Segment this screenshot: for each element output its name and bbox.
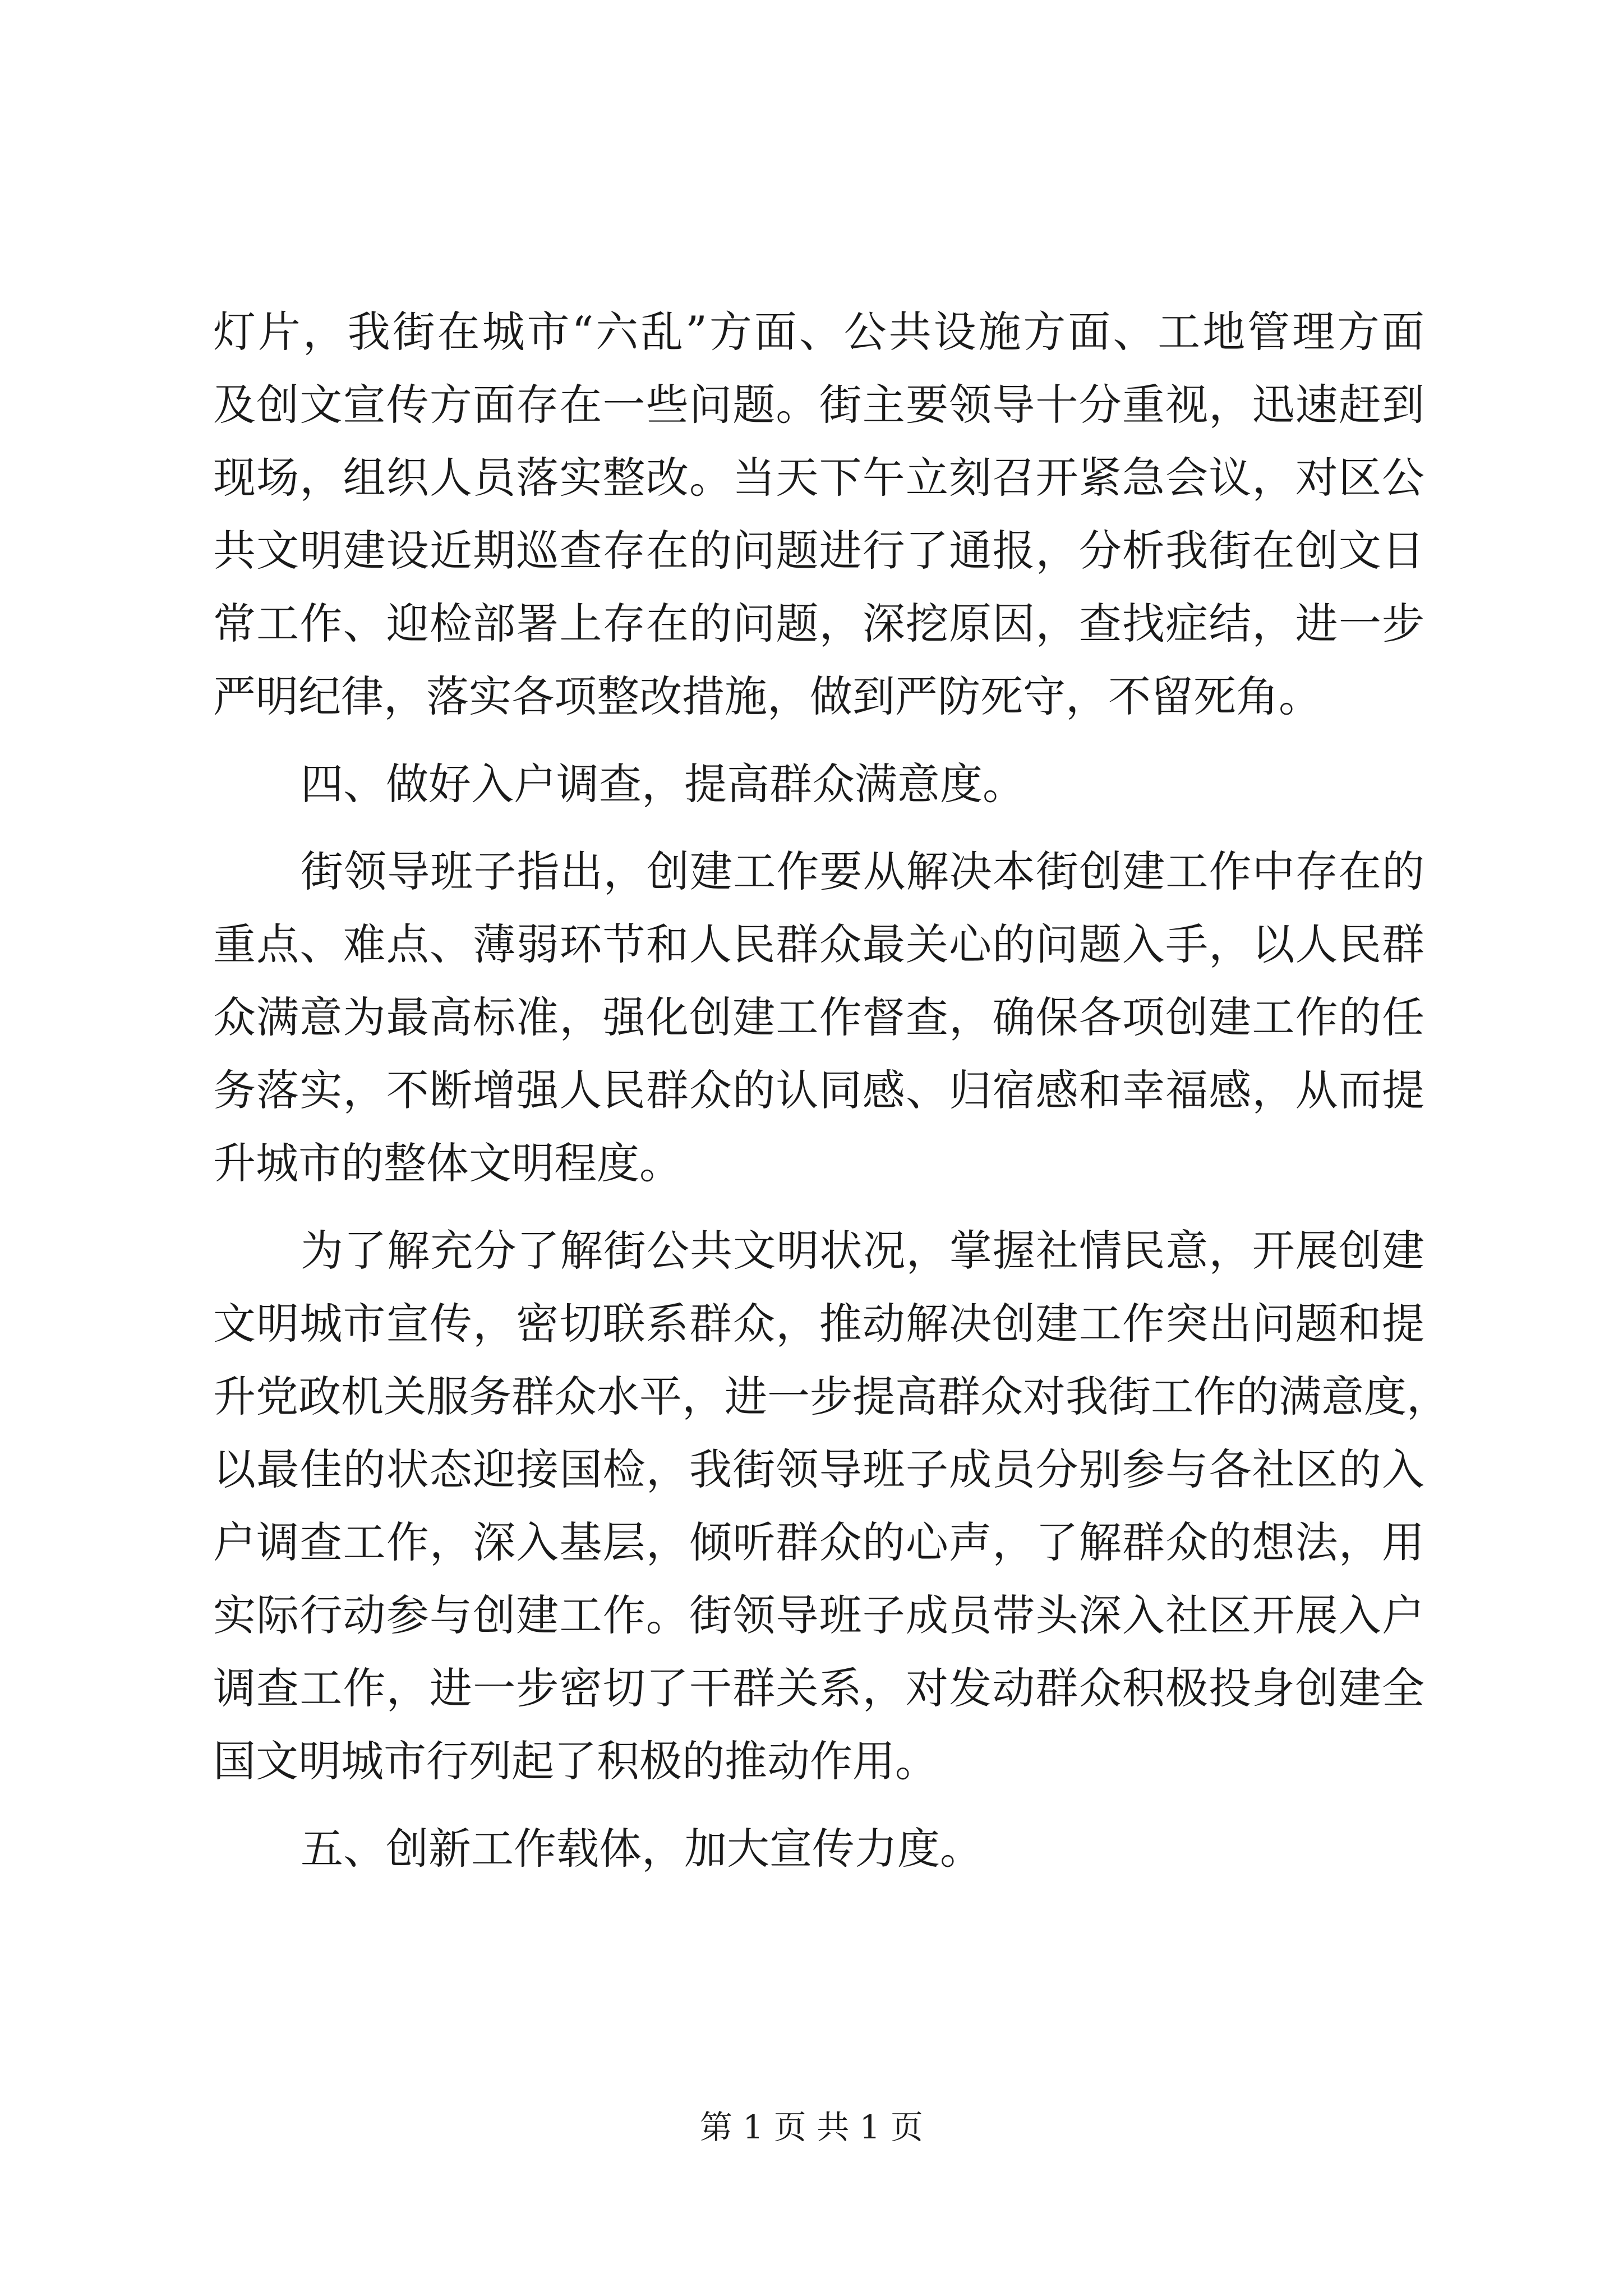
- text-line: 升党政机关服务群众水平，进一步提高群众对我街工作的满意度，: [213, 1372, 1449, 1421]
- text-line: 灯片，我街在城市“六乱”方面、公共设施方面、工地管理方面: [213, 307, 1424, 357]
- text-line: 升城市的整体文明程度。: [213, 1138, 682, 1188]
- text-line: 及创文宣传方面存在一些问题。街主要领导十分重视，迅速赶到: [213, 380, 1424, 430]
- page-footer: 第 1 页 共 1 页: [700, 2108, 923, 2146]
- text-line: 务落实，不断增强人民群众的认同感、归宿感和幸福感，从而提: [213, 1065, 1424, 1115]
- text-line: 重点、难点、薄弱环节和人民群众最关心的问题入手，以人民群: [213, 919, 1424, 969]
- text-line: 现场，组织人员落实整改。当天下午立刻召开紧急会议，对区公: [213, 453, 1424, 503]
- text-line: 文明城市宣传，密切联系群众，推动解决创建工作突出问题和提: [213, 1299, 1424, 1349]
- text-line: 常工作、迎检部署上存在的问题，深挖原因，查找症结，进一步: [213, 599, 1424, 648]
- text-line: 实际行动参与创建工作。街领导班子成员带头深入社区开展入户: [213, 1590, 1424, 1640]
- text-line: 为了解充分了解街公共文明状况，掌握社情民意，开展创建: [301, 1226, 1424, 1276]
- text-line: 四、做好入户调查，提高群众满意度。: [301, 759, 1025, 809]
- text-line: 国文明城市行列起了积极的推动作用。: [213, 1736, 938, 1786]
- text-line: 街领导班子指出，创建工作要从解决本街创建工作中存在的: [301, 846, 1424, 896]
- text-line: 户调查工作，深入基层，倾听群众的心声，了解群众的想法，用: [213, 1517, 1424, 1567]
- text-line: 调查工作，进一步密切了干群关系，对发动群众积极投身创建全: [213, 1663, 1424, 1713]
- text-line: 五、创新工作载体，加大宣传力度。: [301, 1824, 983, 1874]
- text-line: 众满意为最高标准，强化创建工作督查，确保各项创建工作的任: [213, 992, 1424, 1042]
- text-line: 共文明建设近期巡查存在的问题进行了通报，分析我街在创文日: [213, 526, 1424, 576]
- text-line: 以最佳的状态迎接国检，我街领导班子成员分别参与各社区的入: [213, 1444, 1424, 1494]
- text-line: 严明纪律，落实各项整改措施，做到严防死守，不留死角。: [213, 671, 1321, 721]
